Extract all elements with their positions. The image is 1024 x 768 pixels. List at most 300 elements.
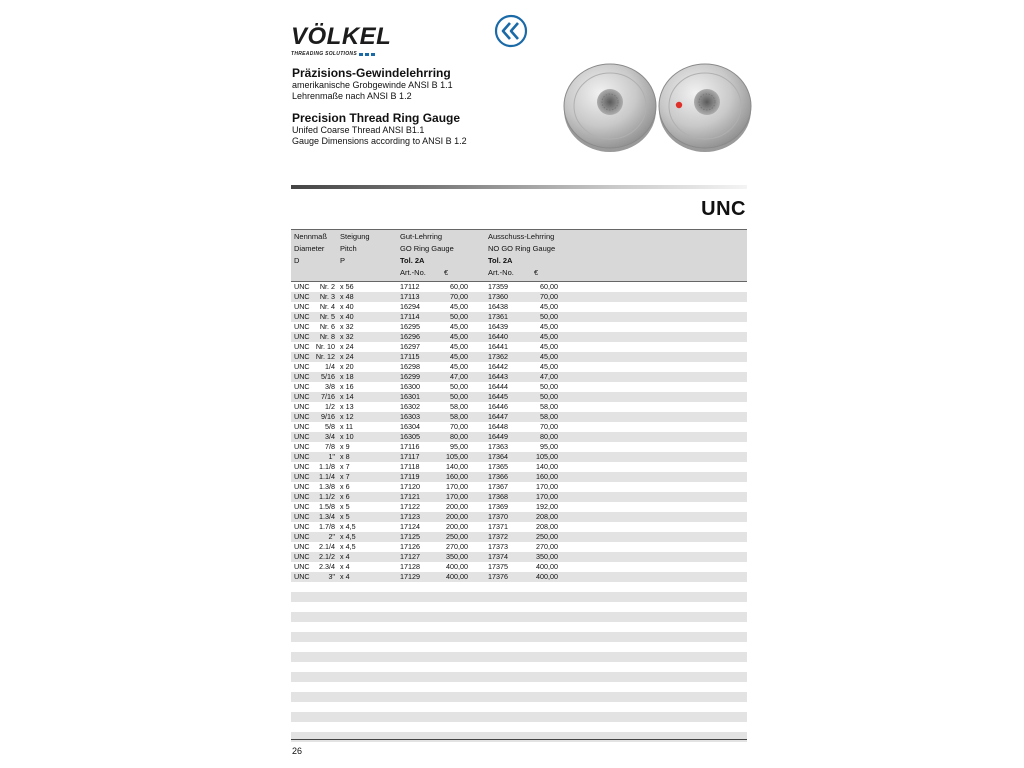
table-row [291, 352, 747, 362]
cell-nogo-art-no: 17364 [488, 452, 508, 461]
cell-pitch: x 24 [340, 342, 354, 351]
cell-nominal-size: Nr. 5 [319, 312, 335, 321]
cell-thread-type: UNC [294, 332, 310, 341]
header-nogo-euro: € [534, 268, 539, 277]
cell-nogo-art-no: 16441 [488, 342, 508, 351]
cell-nominal-size: Nr. 10 [315, 342, 335, 351]
page-number: 26 [292, 746, 303, 756]
ring-gauge-right [659, 64, 751, 152]
cell-nogo-price: 105,00 [536, 452, 558, 461]
header-gut-lehrring: Gut-Lehrring [400, 232, 443, 241]
table-row [291, 482, 747, 492]
table-row [291, 492, 747, 502]
cell-nominal-size: 1.1/8 [319, 462, 335, 471]
cell-go-price: 105,00 [446, 452, 468, 461]
cell-nogo-art-no: 16438 [488, 302, 508, 311]
table-header [291, 229, 747, 282]
header-divider [291, 185, 747, 189]
cell-go-price: 160,00 [446, 472, 468, 481]
header-steigung: Steigung [340, 232, 370, 241]
cell-go-art-no: 16305 [400, 432, 420, 441]
cell-thread-type: UNC [294, 452, 310, 461]
cell-nominal-size: 2.1/2 [319, 552, 335, 561]
cell-go-price: 350,00 [446, 552, 468, 561]
cell-pitch: x 4 [340, 572, 350, 581]
cell-nominal-size: 3/4 [325, 432, 335, 441]
table-row [291, 442, 747, 452]
cell-go-price: 47,00 [450, 372, 468, 381]
cell-nogo-price: 208,00 [536, 512, 558, 521]
header-line-3 [291, 255, 747, 267]
cell-thread-type: UNC [294, 432, 310, 441]
cell-nogo-price: 58,00 [540, 402, 558, 411]
cell-go-price: 270,00 [446, 542, 468, 551]
header-p: P [340, 256, 346, 265]
cell-go-art-no: 17124 [400, 522, 420, 531]
cell-pitch: x 4 [340, 552, 350, 561]
cell-thread-type: UNC [294, 472, 310, 481]
cell-nogo-art-no: 17373 [488, 542, 508, 551]
cell-thread-type: UNC [294, 312, 310, 321]
cell-go-art-no: 17122 [400, 502, 420, 511]
cell-nogo-art-no: 17372 [488, 532, 508, 541]
cell-nogo-price: 50,00 [540, 392, 558, 401]
cell-go-art-no: 16297 [400, 342, 420, 351]
cell-nogo-price: 160,00 [536, 472, 558, 481]
cell-nominal-size: 5/8 [325, 422, 335, 431]
cell-nogo-price: 250,00 [536, 532, 558, 541]
cell-go-art-no: 17121 [400, 492, 420, 501]
cell-go-art-no: 17118 [400, 462, 420, 471]
cell-thread-type: UNC [294, 562, 310, 571]
cell-pitch: x 16 [340, 382, 354, 391]
header-nogo-tolerance: Tol. 2A [488, 256, 513, 265]
cell-nogo-price: 60,00 [540, 282, 558, 291]
cell-nogo-price: 95,00 [540, 442, 558, 451]
cell-nominal-size: Nr. 2 [319, 282, 335, 291]
cell-pitch: x 7 [340, 462, 350, 471]
header-go-ring-gauge: GO Ring Gauge [400, 244, 454, 253]
cell-nogo-art-no: 16447 [488, 412, 508, 421]
cell-nogo-price: 270,00 [536, 542, 558, 551]
brand-name: VÖLKEL [291, 23, 392, 50]
cell-pitch: x 6 [340, 482, 350, 491]
cell-go-price: 80,00 [450, 432, 468, 441]
cell-go-price: 58,00 [450, 412, 468, 421]
cell-go-art-no: 17116 [400, 442, 420, 451]
cell-nogo-art-no: 17376 [488, 572, 508, 581]
table-row [291, 342, 747, 352]
table-row-empty [291, 632, 747, 642]
cell-nogo-price: 208,00 [536, 522, 558, 531]
cell-pitch: x 32 [340, 322, 354, 331]
subtitle-english-2: Gauge Dimensions according to ANSI B 1.2 [292, 136, 467, 146]
cell-pitch: x 7 [340, 472, 350, 481]
cell-go-art-no: 17113 [400, 292, 420, 301]
cell-thread-type: UNC [294, 292, 310, 301]
table-row-empty [291, 702, 747, 712]
cell-thread-type: UNC [294, 542, 310, 551]
cell-go-art-no: 17117 [400, 452, 420, 461]
header-ausschuss-lehrring: Ausschuss-Lehrring [488, 232, 555, 241]
table-row [291, 522, 747, 532]
header-pitch: Pitch [340, 244, 357, 253]
cell-nogo-price: 350,00 [536, 552, 558, 561]
cell-pitch: x 5 [340, 502, 350, 511]
cell-nogo-art-no: 17362 [488, 352, 508, 361]
cell-nogo-art-no: 17371 [488, 522, 508, 531]
cell-nominal-size: Nr. 4 [319, 302, 335, 311]
cell-go-art-no: 17129 [400, 572, 420, 581]
cell-nominal-size: 3/8 [325, 382, 335, 391]
table-row [291, 532, 747, 542]
cell-pitch: x 5 [340, 512, 350, 521]
cell-pitch: x 4,5 [340, 532, 356, 541]
cell-nogo-price: 58,00 [540, 412, 558, 421]
cell-pitch: x 10 [340, 432, 354, 441]
cell-pitch: x 56 [340, 282, 354, 291]
cell-pitch: x 18 [340, 372, 354, 381]
cell-pitch: x 11 [340, 422, 354, 431]
cell-go-price: 140,00 [446, 462, 468, 471]
cell-nogo-art-no: 16439 [488, 322, 508, 331]
cell-go-art-no: 17125 [400, 532, 420, 541]
cell-nominal-size: 1/2 [325, 402, 335, 411]
cell-nogo-art-no: 17359 [488, 282, 508, 291]
cell-go-price: 50,00 [450, 312, 468, 321]
table-row-empty [291, 622, 747, 632]
table-row [291, 282, 747, 292]
cell-go-art-no: 16296 [400, 332, 420, 341]
cell-thread-type: UNC [294, 302, 310, 311]
table-row-empty [291, 602, 747, 612]
cell-go-price: 250,00 [446, 532, 468, 541]
cell-nogo-art-no: 16448 [488, 422, 508, 431]
cell-thread-type: UNC [294, 422, 310, 431]
cell-thread-type: UNC [294, 532, 310, 541]
table-row [291, 422, 747, 432]
table-row-empty [291, 592, 747, 602]
cell-nominal-size: 5/16 [321, 372, 335, 381]
cell-nominal-size: Nr. 3 [319, 292, 335, 301]
cell-nogo-art-no: 17365 [488, 462, 508, 471]
cell-nogo-price: 170,00 [536, 482, 558, 491]
cell-thread-type: UNC [294, 522, 310, 531]
table-body [291, 282, 747, 742]
cell-thread-type: UNC [294, 552, 310, 561]
table-row [291, 322, 747, 332]
cell-nogo-art-no: 16440 [488, 332, 508, 341]
cell-go-price: 200,00 [446, 522, 468, 531]
cell-go-art-no: 16303 [400, 412, 420, 421]
brand-logo [291, 23, 392, 60]
table-row [291, 512, 747, 522]
cell-go-art-no: 17126 [400, 542, 420, 551]
price-table [291, 229, 747, 742]
table-row [291, 562, 747, 572]
cell-nominal-size: 3" [328, 572, 335, 581]
cell-nogo-price: 192,00 [536, 502, 558, 511]
cell-nominal-size: Nr. 8 [319, 332, 335, 341]
table-row [291, 502, 747, 512]
cell-nogo-price: 70,00 [540, 292, 558, 301]
cell-pitch: x 20 [340, 362, 354, 371]
cell-go-art-no: 17123 [400, 512, 420, 521]
cell-nogo-art-no: 17367 [488, 482, 508, 491]
cell-go-art-no: 16301 [400, 392, 420, 401]
cell-nogo-art-no: 17375 [488, 562, 508, 571]
cell-go-art-no: 16295 [400, 322, 420, 331]
cell-nominal-size: 1.1/4 [319, 472, 335, 481]
table-row [291, 472, 747, 482]
table-row-empty [291, 722, 747, 732]
cell-go-price: 200,00 [446, 512, 468, 521]
table-row-empty [291, 652, 747, 662]
cell-pitch: x 32 [340, 332, 354, 341]
cell-nominal-size: 1/4 [325, 362, 335, 371]
table-row-empty [291, 682, 747, 692]
brand-tagline: THREADING SOLUTIONS [291, 51, 357, 57]
table-row [291, 312, 747, 322]
cell-go-price: 200,00 [446, 502, 468, 511]
cell-thread-type: UNC [294, 352, 310, 361]
cell-thread-type: UNC [294, 442, 310, 451]
cell-nogo-price: 140,00 [536, 462, 558, 471]
cell-nominal-size: Nr. 6 [319, 322, 335, 331]
table-row [291, 382, 747, 392]
cell-pitch: x 24 [340, 352, 354, 361]
table-row-empty [291, 662, 747, 672]
header-line-1 [291, 231, 747, 243]
cell-go-art-no: 16299 [400, 372, 420, 381]
table-row [291, 552, 747, 562]
table-row-empty [291, 692, 747, 702]
cell-nogo-price: 70,00 [540, 422, 558, 431]
cell-go-price: 58,00 [450, 402, 468, 411]
cell-thread-type: UNC [294, 482, 310, 491]
cell-nominal-size: 1.1/2 [319, 492, 335, 501]
cell-thread-type: UNC [294, 512, 310, 521]
section-title: UNC [701, 198, 746, 220]
cell-nominal-size: 2.3/4 [319, 562, 335, 571]
table-row [291, 432, 747, 442]
cell-nominal-size: 1.3/4 [319, 512, 335, 521]
cell-pitch: x 12 [340, 412, 354, 421]
cell-nogo-art-no: 17369 [488, 502, 508, 511]
cell-go-price: 45,00 [450, 322, 468, 331]
cell-nominal-size: 1" [328, 452, 335, 461]
cell-go-price: 45,00 [450, 352, 468, 361]
cell-pitch: x 14 [340, 392, 354, 401]
back-button[interactable] [494, 14, 528, 48]
cell-thread-type: UNC [294, 492, 310, 501]
cell-go-price: 95,00 [450, 442, 468, 451]
cell-pitch: x 6 [340, 492, 350, 501]
cell-go-price: 400,00 [446, 572, 468, 581]
cell-go-art-no: 17120 [400, 482, 420, 491]
product-titles [292, 66, 467, 147]
subtitle-english-1: Unifed Coarse Thread ANSI B1.1 [292, 125, 425, 135]
cell-nogo-art-no: 16442 [488, 362, 508, 371]
cell-nogo-price: 47,00 [540, 372, 558, 381]
brand-tagline-row [291, 51, 387, 57]
cell-nominal-size: 7/8 [325, 442, 335, 451]
cell-nogo-price: 45,00 [540, 302, 558, 311]
table-row [291, 362, 747, 372]
ring-gauge-left [564, 64, 656, 152]
header-nogo-art-no: Art.-No. [488, 268, 514, 277]
cell-pitch: x 8 [340, 452, 350, 461]
table-row [291, 572, 747, 582]
cell-nogo-art-no: 16445 [488, 392, 508, 401]
cell-nogo-price: 170,00 [536, 492, 558, 501]
cell-go-price: 60,00 [450, 282, 468, 291]
cell-nominal-size: 7/16 [321, 392, 335, 401]
double-chevron-left-icon [494, 14, 528, 48]
header-line-2 [291, 243, 747, 255]
cell-thread-type: UNC [294, 382, 310, 391]
cell-thread-type: UNC [294, 282, 310, 291]
cell-go-price: 45,00 [450, 302, 468, 311]
cell-thread-type: UNC [294, 402, 310, 411]
header-go-art-no: Art.-No. [400, 268, 426, 277]
cell-nogo-art-no: 17363 [488, 442, 508, 451]
cell-pitch: x 4 [340, 562, 350, 571]
cell-nogo-price: 45,00 [540, 362, 558, 371]
cell-nominal-size: 1.7/8 [319, 522, 335, 531]
table-row [291, 292, 747, 302]
cell-thread-type: UNC [294, 362, 310, 371]
cell-go-price: 45,00 [450, 362, 468, 371]
cell-thread-type: UNC [294, 392, 310, 401]
cell-thread-type: UNC [294, 572, 310, 581]
header-line-4 [291, 267, 747, 279]
table-row [291, 372, 747, 382]
cell-go-art-no: 16304 [400, 422, 420, 431]
cell-pitch: x 4,5 [340, 542, 356, 551]
cell-nogo-art-no: 16449 [488, 432, 508, 441]
cell-pitch: x 40 [340, 302, 354, 311]
cell-nogo-art-no: 17366 [488, 472, 508, 481]
cell-thread-type: UNC [294, 412, 310, 421]
table-row-empty [291, 672, 747, 682]
title-german: Präzisions-Gewindelehrring [292, 66, 451, 80]
cell-thread-type: UNC [294, 342, 310, 351]
cell-nogo-price: 45,00 [540, 342, 558, 351]
header-d: D [294, 256, 300, 265]
cell-nogo-price: 400,00 [536, 562, 558, 571]
table-row [291, 542, 747, 552]
header-go-euro: € [444, 268, 449, 277]
cell-nogo-art-no: 17370 [488, 512, 508, 521]
table-row [291, 302, 747, 312]
cell-nogo-art-no: 16444 [488, 382, 508, 391]
cell-go-price: 45,00 [450, 332, 468, 341]
cell-thread-type: UNC [294, 322, 310, 331]
cell-go-art-no: 17119 [400, 472, 420, 481]
cell-nominal-size: Nr. 12 [315, 352, 335, 361]
cell-nogo-art-no: 17374 [488, 552, 508, 561]
cell-nogo-price: 45,00 [540, 352, 558, 361]
cell-go-price: 70,00 [450, 422, 468, 431]
cell-nogo-price: 400,00 [536, 572, 558, 581]
nogo-marker-dot [676, 102, 682, 108]
subtitle-german-1: amerikanische Grobgewinde ANSI B 1.1 [292, 80, 453, 90]
cell-nogo-price: 50,00 [540, 312, 558, 321]
title-english: Precision Thread Ring Gauge [292, 111, 461, 125]
cell-go-art-no: 16294 [400, 302, 420, 311]
cell-go-price: 50,00 [450, 382, 468, 391]
table-row [291, 392, 747, 402]
subtitle-german-2: Lehrenmaße nach ANSI B 1.2 [292, 91, 412, 101]
header-nogo-ring-gauge: NO GO Ring Gauge [488, 244, 556, 253]
header-nennmass: Nennmaß [294, 232, 327, 241]
table-row [291, 412, 747, 422]
cell-go-art-no: 17115 [400, 352, 420, 361]
footer-divider [291, 739, 747, 740]
table-row-empty [291, 712, 747, 722]
cell-nogo-art-no: 17360 [488, 292, 508, 301]
cell-pitch: x 4,5 [340, 522, 356, 531]
table-row-empty [291, 732, 747, 742]
cell-nogo-price: 80,00 [540, 432, 558, 441]
cell-nogo-art-no: 17361 [488, 312, 508, 321]
table-row-empty [291, 642, 747, 652]
cell-nogo-art-no: 16443 [488, 372, 508, 381]
cell-nogo-art-no: 16446 [488, 402, 508, 411]
cell-go-art-no: 17112 [400, 282, 420, 291]
cell-pitch: x 13 [340, 402, 354, 411]
cell-go-art-no: 16302 [400, 402, 420, 411]
header-go-tolerance: Tol. 2A [400, 256, 425, 265]
cell-thread-type: UNC [294, 502, 310, 511]
cell-go-art-no: 17127 [400, 552, 420, 561]
product-photo [555, 58, 755, 158]
cell-go-art-no: 16298 [400, 362, 420, 371]
brand-bars-icon [359, 53, 375, 56]
table-row-empty [291, 582, 747, 592]
table-row [291, 402, 747, 412]
cell-go-price: 170,00 [446, 492, 468, 501]
cell-nominal-size: 2" [328, 532, 335, 541]
cell-nogo-price: 50,00 [540, 382, 558, 391]
cell-go-art-no: 17128 [400, 562, 420, 571]
cell-pitch: x 40 [340, 312, 354, 321]
cell-go-art-no: 17114 [400, 312, 420, 321]
cell-go-price: 400,00 [446, 562, 468, 571]
table-row-empty [291, 612, 747, 622]
cell-go-price: 70,00 [450, 292, 468, 301]
cell-nominal-size: 1.5/8 [319, 502, 335, 511]
cell-nogo-price: 45,00 [540, 322, 558, 331]
cell-go-price: 50,00 [450, 392, 468, 401]
cell-go-art-no: 16300 [400, 382, 420, 391]
table-row [291, 452, 747, 462]
table-row [291, 332, 747, 342]
cell-go-price: 45,00 [450, 342, 468, 351]
cell-nominal-size: 1.3/8 [319, 482, 335, 491]
cell-pitch: x 9 [340, 442, 350, 451]
cell-go-price: 170,00 [446, 482, 468, 491]
cell-nogo-art-no: 17368 [488, 492, 508, 501]
table-row [291, 462, 747, 472]
header-diameter: Diameter [294, 244, 325, 253]
cell-nominal-size: 9/16 [321, 412, 335, 421]
cell-nominal-size: 2.1/4 [319, 542, 335, 551]
cell-thread-type: UNC [294, 462, 310, 471]
cell-nogo-price: 45,00 [540, 332, 558, 341]
cell-thread-type: UNC [294, 372, 310, 381]
